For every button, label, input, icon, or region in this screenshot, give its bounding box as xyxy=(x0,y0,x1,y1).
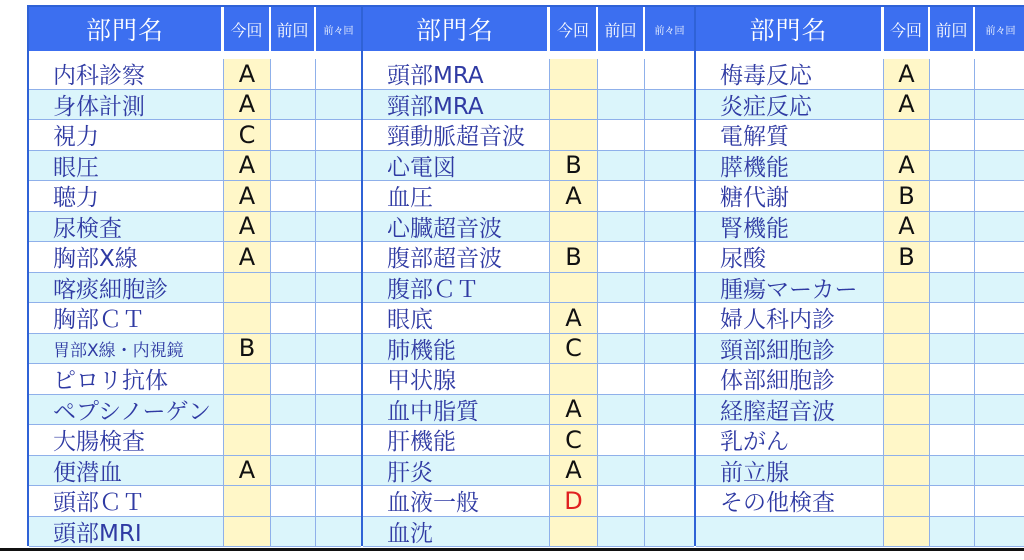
results-table xyxy=(27,5,1024,546)
before-previous-grade xyxy=(975,486,1024,516)
before-previous-grade xyxy=(316,334,361,364)
table-row xyxy=(696,120,1024,151)
table-row xyxy=(363,456,694,487)
previous-grade xyxy=(930,151,975,181)
table-row xyxy=(696,212,1024,243)
before-previous-grade xyxy=(316,242,361,272)
current-grade xyxy=(550,90,598,120)
previous-grade xyxy=(271,151,316,181)
department-name: 乳がん xyxy=(696,425,884,455)
department-name: 頭部MRI xyxy=(29,517,224,547)
before-previous-grade xyxy=(645,425,694,455)
department-name: 肺機能 xyxy=(363,334,550,364)
before-previous-grade xyxy=(316,364,361,394)
panel-header xyxy=(29,7,361,51)
header-previous: 前回 xyxy=(598,7,645,51)
department-name: 血中脂質 xyxy=(363,395,550,425)
header-gap xyxy=(696,51,1024,59)
panel-header xyxy=(363,7,694,51)
before-previous-grade xyxy=(645,59,694,89)
table-row xyxy=(696,456,1024,487)
current-grade xyxy=(884,273,930,303)
current-grade: A xyxy=(224,212,271,242)
previous-grade xyxy=(930,425,975,455)
previous-grade xyxy=(930,59,975,89)
previous-grade xyxy=(271,334,316,364)
header-gap xyxy=(363,51,694,59)
previous-grade xyxy=(930,181,975,211)
department-name: 胃部X線・内視鏡 xyxy=(29,334,224,364)
before-previous-grade xyxy=(975,334,1024,364)
before-previous-grade xyxy=(975,181,1024,211)
current-grade: A xyxy=(224,456,271,486)
header-previous: 前回 xyxy=(271,7,316,51)
previous-grade xyxy=(271,456,316,486)
table-row xyxy=(363,303,694,334)
table-row xyxy=(363,90,694,121)
department-name: 身体計測 xyxy=(29,90,224,120)
department-name: 聴力 xyxy=(29,181,224,211)
current-grade xyxy=(224,486,271,516)
current-grade: A xyxy=(224,90,271,120)
previous-grade xyxy=(598,59,645,89)
current-grade xyxy=(224,425,271,455)
previous-grade xyxy=(271,425,316,455)
department-name: 血沈 xyxy=(363,517,550,547)
panel-rows xyxy=(29,59,361,547)
previous-grade xyxy=(930,486,975,516)
previous-grade xyxy=(598,273,645,303)
current-grade: B xyxy=(224,334,271,364)
table-row xyxy=(696,273,1024,304)
results-panel-1 xyxy=(29,7,361,544)
header-current: 今回 xyxy=(550,7,598,51)
header-before-previous: 前々回 xyxy=(323,25,354,37)
before-previous-grade xyxy=(316,395,361,425)
table-row xyxy=(696,303,1024,334)
current-grade xyxy=(550,273,598,303)
results-panel-2 xyxy=(361,7,694,544)
table-row xyxy=(363,395,694,426)
current-grade: A xyxy=(884,90,930,120)
previous-grade xyxy=(598,90,645,120)
before-previous-grade xyxy=(316,456,361,486)
department-name: 血圧 xyxy=(363,181,550,211)
department-name: 頭部ＣＴ xyxy=(29,486,224,516)
table-row xyxy=(363,334,694,365)
table-row xyxy=(696,486,1024,517)
department-name: 腫瘍マーカー xyxy=(696,273,884,303)
table-row xyxy=(696,59,1024,90)
previous-grade xyxy=(271,486,316,516)
department-name: 炎症反応 xyxy=(696,90,884,120)
previous-grade xyxy=(271,517,316,547)
header-current: 今回 xyxy=(224,7,271,51)
before-previous-grade xyxy=(975,517,1024,547)
before-previous-grade xyxy=(645,242,694,272)
header-gap xyxy=(29,51,361,59)
previous-grade xyxy=(598,151,645,181)
current-grade xyxy=(884,517,930,547)
current-grade xyxy=(224,364,271,394)
previous-grade xyxy=(271,364,316,394)
current-grade: A xyxy=(550,456,598,486)
before-previous-grade xyxy=(975,151,1024,181)
previous-grade xyxy=(271,395,316,425)
previous-grade xyxy=(598,212,645,242)
table-row xyxy=(29,120,361,151)
table-row xyxy=(363,151,694,182)
before-previous-grade xyxy=(975,273,1024,303)
previous-grade xyxy=(598,334,645,364)
table-row xyxy=(363,273,694,304)
table-row xyxy=(696,517,1024,548)
table-row xyxy=(29,517,361,548)
department-name: 大腸検査 xyxy=(29,425,224,455)
previous-grade xyxy=(271,273,316,303)
previous-grade xyxy=(598,242,645,272)
current-grade xyxy=(224,395,271,425)
current-grade: A xyxy=(884,59,930,89)
previous-grade xyxy=(930,456,975,486)
table-row xyxy=(363,181,694,212)
header-before-previous: 前々回 xyxy=(654,25,685,37)
department-name: 肝機能 xyxy=(363,425,550,455)
department-name: 便潜血 xyxy=(29,456,224,486)
before-previous-grade xyxy=(975,425,1024,455)
previous-grade xyxy=(598,425,645,455)
panel-rows xyxy=(363,59,694,547)
department-name: 経膣超音波 xyxy=(696,395,884,425)
table-row xyxy=(29,303,361,334)
previous-grade xyxy=(598,364,645,394)
before-previous-grade xyxy=(316,59,361,89)
department-name: 尿検査 xyxy=(29,212,224,242)
previous-grade xyxy=(930,212,975,242)
before-previous-grade xyxy=(975,90,1024,120)
previous-grade xyxy=(271,303,316,333)
before-previous-grade xyxy=(316,212,361,242)
table-row xyxy=(696,151,1024,182)
table-row xyxy=(29,456,361,487)
before-previous-grade xyxy=(975,120,1024,150)
table-row xyxy=(29,486,361,517)
panel-header xyxy=(696,7,1024,51)
header-current: 今回 xyxy=(884,7,930,51)
before-previous-grade xyxy=(645,456,694,486)
before-previous-grade xyxy=(645,517,694,547)
department-name: 甲状腺 xyxy=(363,364,550,394)
department-name: 体部細胞診 xyxy=(696,364,884,394)
previous-grade xyxy=(598,181,645,211)
department-name: 血液一般 xyxy=(363,486,550,516)
table-row xyxy=(696,364,1024,395)
before-previous-grade xyxy=(645,212,694,242)
before-previous-grade xyxy=(975,395,1024,425)
current-grade: A xyxy=(224,151,271,181)
department-name: 胸部ＣＴ xyxy=(29,303,224,333)
table-row xyxy=(29,395,361,426)
table-row xyxy=(363,517,694,548)
department-name xyxy=(696,517,884,547)
table-row xyxy=(696,334,1024,365)
current-grade xyxy=(884,120,930,150)
current-grade: A xyxy=(550,395,598,425)
before-previous-grade xyxy=(645,151,694,181)
table-row xyxy=(363,120,694,151)
before-previous-grade xyxy=(316,273,361,303)
before-previous-grade xyxy=(316,90,361,120)
current-grade xyxy=(224,273,271,303)
before-previous-grade xyxy=(645,486,694,516)
department-name: 糖代謝 xyxy=(696,181,884,211)
current-grade xyxy=(550,59,598,89)
current-grade xyxy=(224,303,271,333)
previous-grade xyxy=(930,120,975,150)
department-name: 内科診察 xyxy=(29,59,224,89)
before-previous-grade xyxy=(316,486,361,516)
department-name: 頸部細胞診 xyxy=(696,334,884,364)
before-previous-grade xyxy=(645,90,694,120)
before-previous-grade xyxy=(645,364,694,394)
before-previous-grade xyxy=(316,181,361,211)
header-department: 部門名 xyxy=(29,7,224,51)
department-name: 心電図 xyxy=(363,151,550,181)
header-previous: 前回 xyxy=(930,7,975,51)
table-row xyxy=(29,181,361,212)
current-grade: D xyxy=(550,486,598,516)
table-row xyxy=(29,273,361,304)
current-grade: A xyxy=(884,212,930,242)
previous-grade xyxy=(271,212,316,242)
previous-grade xyxy=(271,120,316,150)
before-previous-grade xyxy=(645,120,694,150)
bottom-rule xyxy=(0,548,1024,551)
table-row xyxy=(696,90,1024,121)
current-grade xyxy=(884,395,930,425)
before-previous-grade xyxy=(316,151,361,181)
current-grade: B xyxy=(884,181,930,211)
previous-grade xyxy=(598,517,645,547)
department-name: 胸部X線 xyxy=(29,242,224,272)
current-grade: B xyxy=(884,242,930,272)
current-grade xyxy=(884,456,930,486)
before-previous-grade xyxy=(975,59,1024,89)
current-grade xyxy=(884,303,930,333)
table-row xyxy=(696,181,1024,212)
department-name: 視力 xyxy=(29,120,224,150)
department-name: 眼圧 xyxy=(29,151,224,181)
table-row xyxy=(29,151,361,182)
previous-grade xyxy=(271,242,316,272)
previous-grade xyxy=(930,334,975,364)
current-grade xyxy=(884,486,930,516)
before-previous-grade xyxy=(975,364,1024,394)
department-name: 電解質 xyxy=(696,120,884,150)
department-name: 頸動脈超音波 xyxy=(363,120,550,150)
before-previous-grade xyxy=(316,303,361,333)
before-previous-grade xyxy=(316,517,361,547)
current-grade xyxy=(884,364,930,394)
previous-grade xyxy=(598,456,645,486)
previous-grade xyxy=(271,59,316,89)
before-previous-grade xyxy=(975,456,1024,486)
department-name: 膵機能 xyxy=(696,151,884,181)
previous-grade xyxy=(930,242,975,272)
department-name: 頭部MRA xyxy=(363,59,550,89)
previous-grade xyxy=(930,364,975,394)
table-row xyxy=(696,242,1024,273)
department-name: 肝炎 xyxy=(363,456,550,486)
previous-grade xyxy=(598,486,645,516)
department-name: ピロリ抗体 xyxy=(29,364,224,394)
table-row xyxy=(363,364,694,395)
current-grade: C xyxy=(550,334,598,364)
before-previous-grade xyxy=(316,425,361,455)
previous-grade xyxy=(271,181,316,211)
previous-grade xyxy=(930,517,975,547)
department-name: 尿酸 xyxy=(696,242,884,272)
current-grade: A xyxy=(224,59,271,89)
before-previous-grade xyxy=(645,181,694,211)
before-previous-grade xyxy=(316,120,361,150)
table-row xyxy=(29,212,361,243)
panel-rows xyxy=(696,59,1024,547)
header-department: 部門名 xyxy=(363,7,550,51)
before-previous-grade xyxy=(645,303,694,333)
current-grade: C xyxy=(550,425,598,455)
current-grade xyxy=(884,334,930,364)
previous-grade xyxy=(598,395,645,425)
previous-grade xyxy=(930,395,975,425)
table-row xyxy=(29,334,361,365)
department-name: 心臓超音波 xyxy=(363,212,550,242)
previous-grade xyxy=(271,90,316,120)
table-row xyxy=(363,425,694,456)
department-name: 頸部MRA xyxy=(363,90,550,120)
department-name: 喀痰細胞診 xyxy=(29,273,224,303)
current-grade xyxy=(550,517,598,547)
department-name: その他検査 xyxy=(696,486,884,516)
before-previous-grade xyxy=(975,303,1024,333)
table-row xyxy=(29,242,361,273)
previous-grade xyxy=(598,120,645,150)
before-previous-grade xyxy=(975,242,1024,272)
department-name: 梅毒反応 xyxy=(696,59,884,89)
table-row xyxy=(363,242,694,273)
table-row xyxy=(696,425,1024,456)
current-grade: B xyxy=(550,242,598,272)
current-grade xyxy=(550,212,598,242)
header-before-previous: 前々回 xyxy=(985,25,1016,37)
department-name: 前立腺 xyxy=(696,456,884,486)
table-row xyxy=(696,395,1024,426)
department-name: 腹部超音波 xyxy=(363,242,550,272)
table-row xyxy=(29,425,361,456)
department-name: ペプシノーゲン xyxy=(29,395,224,425)
table-row xyxy=(29,364,361,395)
previous-grade xyxy=(930,90,975,120)
current-grade xyxy=(550,120,598,150)
results-panel-3 xyxy=(694,7,1024,544)
department-name: 腹部ＣＴ xyxy=(363,273,550,303)
current-grade: A xyxy=(550,303,598,333)
current-grade xyxy=(550,364,598,394)
before-previous-grade xyxy=(645,395,694,425)
before-previous-grade xyxy=(975,212,1024,242)
department-name: 眼底 xyxy=(363,303,550,333)
current-grade: C xyxy=(224,120,271,150)
table-row xyxy=(29,90,361,121)
department-name: 腎機能 xyxy=(696,212,884,242)
table-row xyxy=(29,59,361,90)
current-grade: A xyxy=(224,242,271,272)
current-grade xyxy=(884,425,930,455)
current-grade: A xyxy=(884,151,930,181)
previous-grade xyxy=(930,303,975,333)
before-previous-grade xyxy=(645,334,694,364)
current-grade: A xyxy=(550,181,598,211)
table-row xyxy=(363,59,694,90)
current-grade xyxy=(224,517,271,547)
header-department: 部門名 xyxy=(696,7,884,51)
department-name: 婦人科内診 xyxy=(696,303,884,333)
current-grade: A xyxy=(224,181,271,211)
current-grade: B xyxy=(550,151,598,181)
previous-grade xyxy=(930,273,975,303)
table-row xyxy=(363,486,694,517)
table-row xyxy=(363,212,694,243)
previous-grade xyxy=(598,303,645,333)
before-previous-grade xyxy=(645,273,694,303)
